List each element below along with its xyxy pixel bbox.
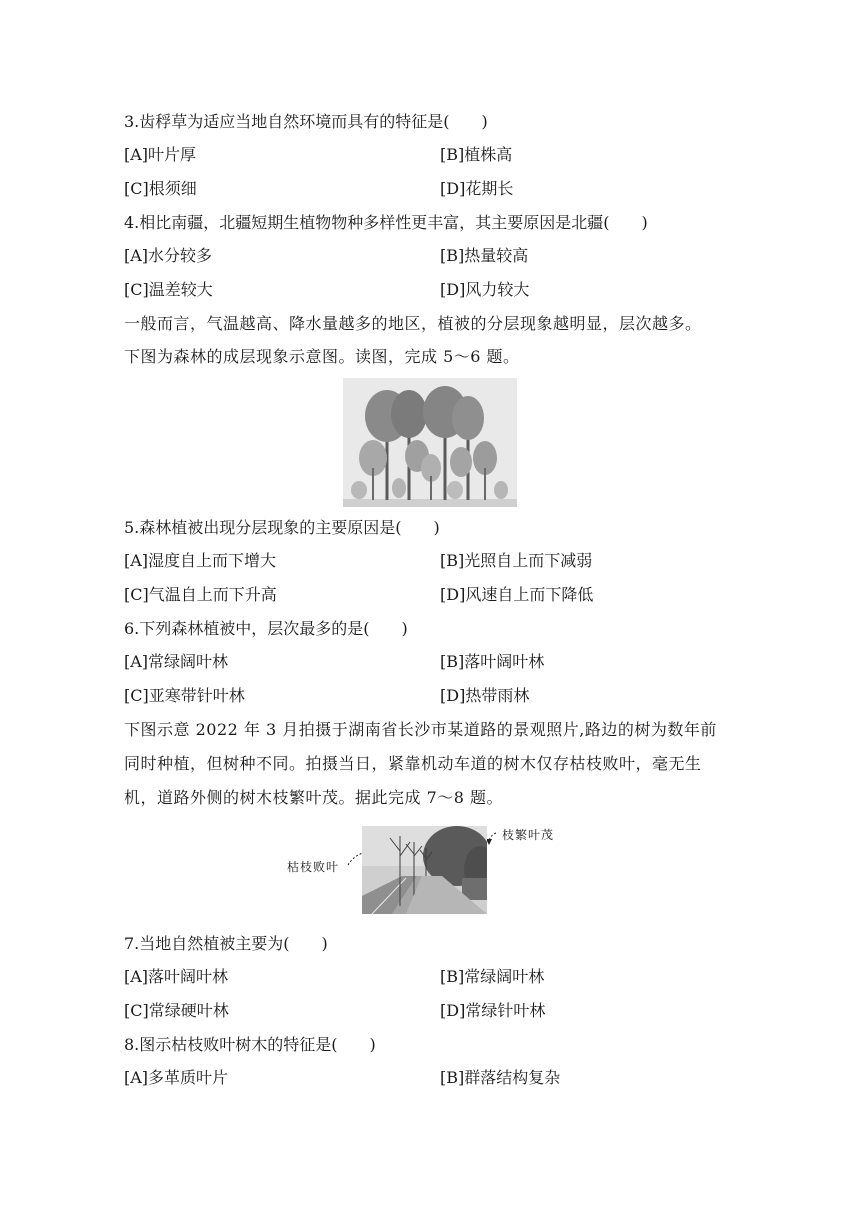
forest-layering-illustration bbox=[343, 378, 517, 507]
q6-option-a: [A]常绿阔叶林 bbox=[124, 652, 229, 671]
forest-layering-figure bbox=[343, 378, 517, 507]
passage-1-line-1: 一般而言，气温越高、降水量越多的地区，植被的分层现象越明显，层次越多。 bbox=[124, 314, 702, 333]
q7-option-d: [D]常绿针叶林 bbox=[440, 1001, 546, 1020]
passage-forest-layers bbox=[124, 307, 744, 373]
q8-option-b: [B]群落结构复杂 bbox=[440, 1068, 561, 1087]
q4-option-a: [A]水分较多 bbox=[124, 246, 213, 265]
passage-2-line-1: 下图示意 2022 年 3 月拍摄于湖南省长沙市某道路的景观照片,路边的树为数年前 bbox=[124, 720, 717, 739]
q4-option-b: [B]热量较高 bbox=[440, 246, 529, 265]
q5-option-b: [B]光照自上而下减弱 bbox=[440, 551, 593, 570]
road-landscape-photo bbox=[362, 826, 487, 914]
question-8-stem: 8.图示枯枝败叶树木的特征是( ) bbox=[124, 1035, 376, 1054]
q7-option-c: [C]常绿硬叶林 bbox=[124, 1001, 229, 1020]
q5-option-a: [A]湿度自上而下增大 bbox=[124, 551, 277, 570]
q3-option-b: [B]植株高 bbox=[440, 145, 513, 164]
q4-option-c: [C]温差较大 bbox=[124, 280, 213, 299]
q3-option-a: [A]叶片厚 bbox=[124, 145, 197, 164]
passage-2-line-2: 同时种植，但树种不同。拍摄当日，紧靠机动车道的树木仅存枯枝败叶，毫无生 bbox=[124, 754, 702, 773]
question-7-stem: 7.当地自然植被主要为( ) bbox=[124, 934, 328, 953]
question-5-stem: 5.森林植被出现分层现象的主要原因是( ) bbox=[124, 518, 440, 537]
q6-option-b: [B]落叶阔叶林 bbox=[440, 652, 545, 671]
question-4-stem: 4.相比南疆，北疆短期生植物物种多样性更丰富，其主要原因是北疆( ) bbox=[124, 213, 648, 232]
road-photo-illustration bbox=[362, 826, 487, 914]
q7-option-b: [B]常绿阔叶林 bbox=[440, 967, 545, 986]
question-3-stem: 3.齿稃草为适应当地自然环境而具有的特征是( ) bbox=[124, 112, 488, 131]
q7-option-a: [A]落叶阔叶林 bbox=[124, 967, 229, 986]
q5-option-d: [D]风速自上而下降低 bbox=[440, 585, 594, 604]
passage-1-line-2: 下图为森林的成层现象示意图。读图，完成 5～6 题。 bbox=[124, 347, 520, 366]
passage-changsha-road bbox=[124, 713, 744, 815]
q6-option-c: [C]亚寒带针叶林 bbox=[124, 686, 245, 705]
q6-option-d: [D]热带雨林 bbox=[440, 686, 530, 705]
q5-option-c: [C]气温自上而下升高 bbox=[124, 585, 277, 604]
passage-2-line-3: 机，道路外侧的树木枝繁叶茂。据此完成 7～8 题。 bbox=[124, 788, 504, 807]
q4-option-d: [D]风力较大 bbox=[440, 280, 530, 299]
q3-option-c: [C]根须细 bbox=[124, 179, 197, 198]
question-6-stem: 6.下列森林植被中，层次最多的是( ) bbox=[124, 619, 408, 638]
label-withered-trees: 枯枝败叶 bbox=[287, 860, 340, 874]
label-lush-trees: 枝繁叶茂 bbox=[502, 828, 555, 842]
q8-option-a: [A]多革质叶片 bbox=[124, 1068, 229, 1087]
q3-option-d: [D]花期长 bbox=[440, 179, 514, 198]
